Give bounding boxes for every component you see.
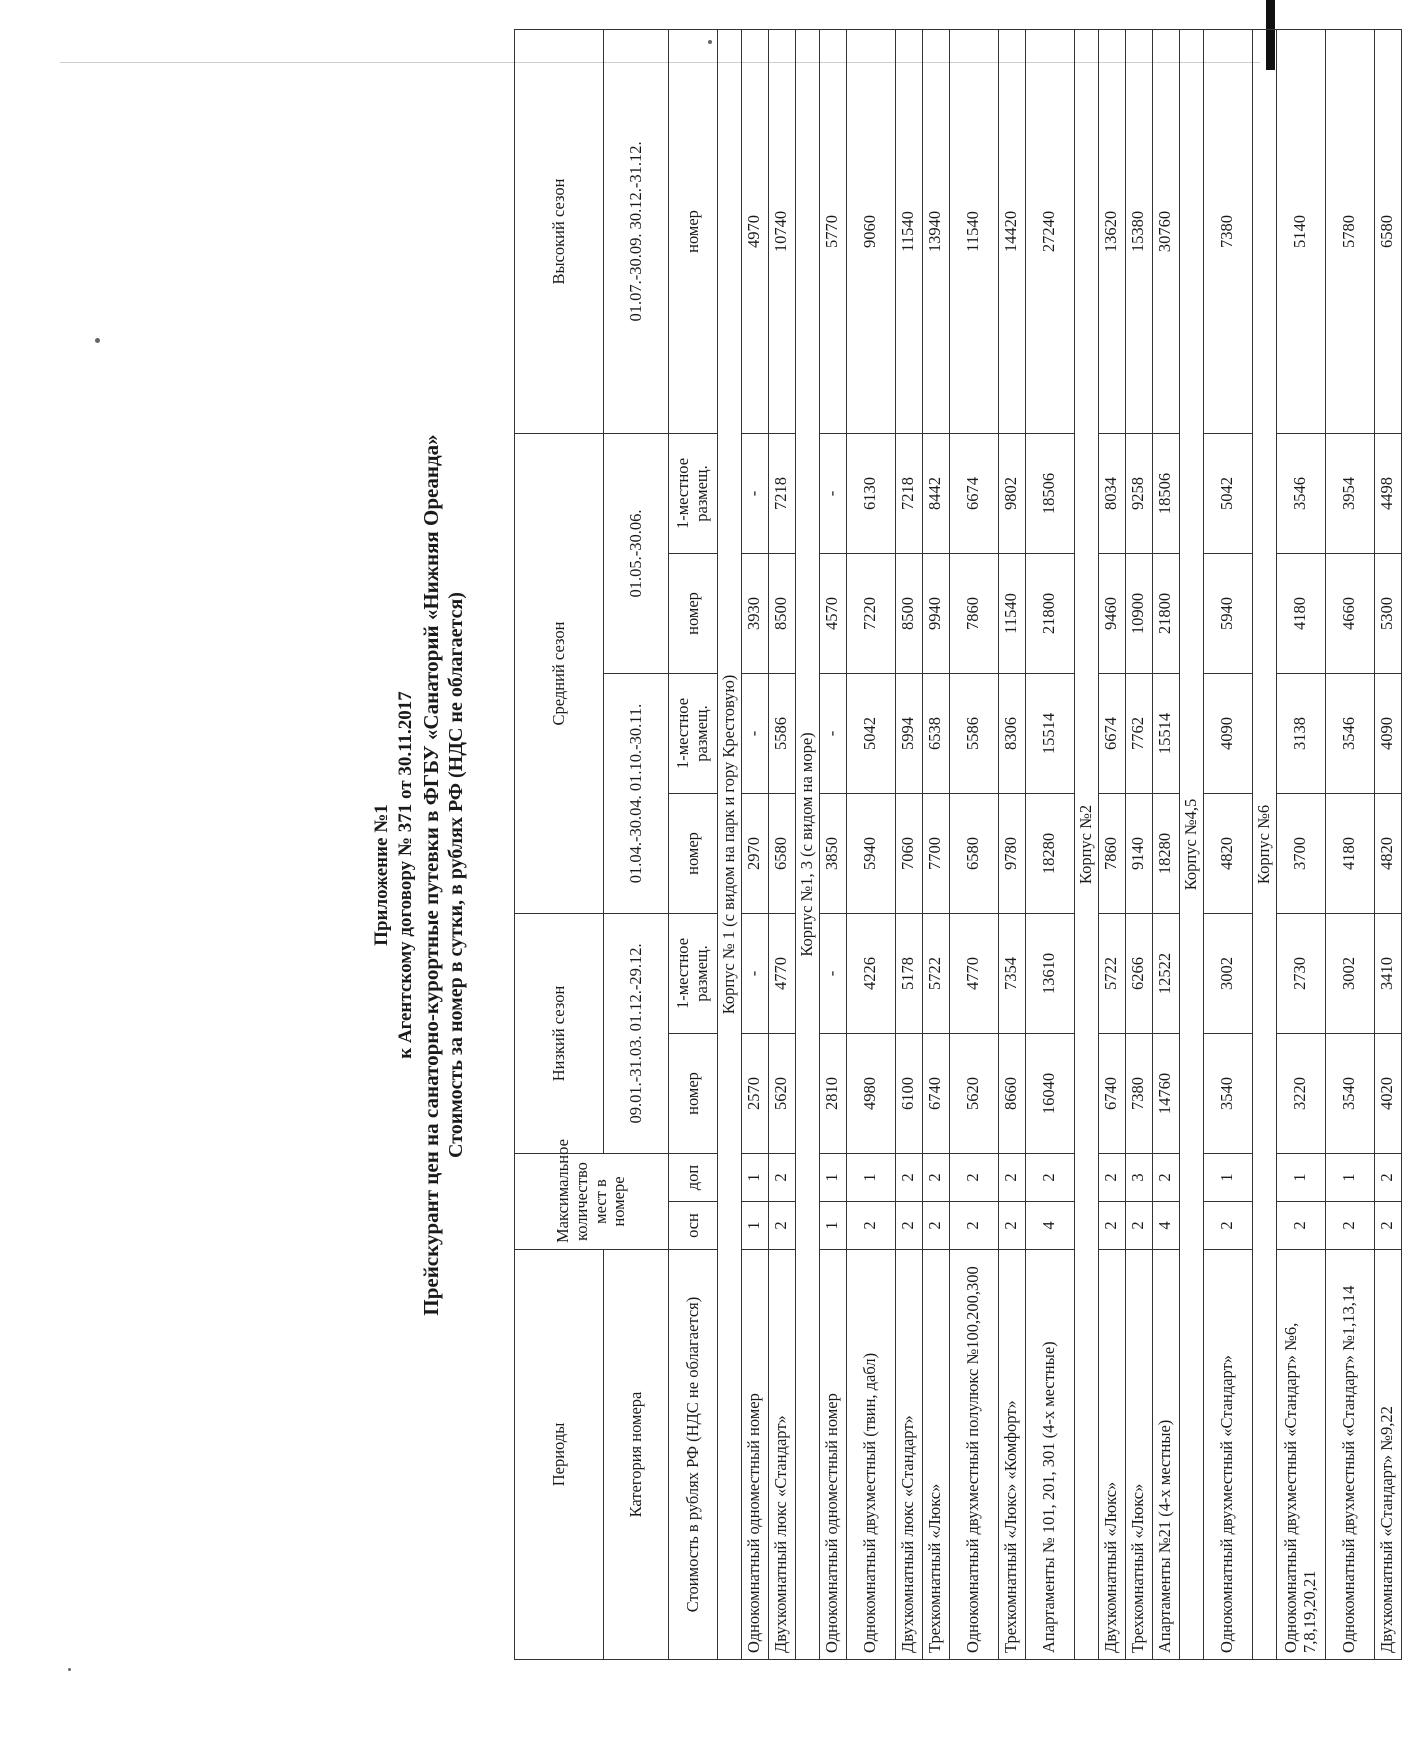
cell-low-single: 13610 [1025,913,1074,1033]
cell-low-room: 14760 [1152,1033,1179,1153]
cell-category: Апартаменты №21 (4-х местные) [1152,1250,1179,1660]
cell-high-room: 5140 [1276,29,1325,433]
cell-low-room: 6100 [895,1033,922,1153]
cell-mid1-single: 4090 [1374,673,1401,793]
cell-mid1-single: 8306 [998,673,1025,793]
cell-mid1-single: - [819,673,846,793]
cell-mid1-room: 9780 [998,793,1025,913]
cell-high-room: 13940 [922,29,949,433]
header-mid1-single: 1-местное размещ. [669,673,718,793]
cell-category: Однокомнатный двухместный (твин, дабл) [846,1250,895,1660]
cell-osn: 2 [1374,1202,1401,1250]
cell-mid2-room: 5940 [1203,553,1252,673]
cell-low-single: 6266 [1125,913,1152,1033]
cell-low-single: 4226 [846,913,895,1033]
cell-mid1-single: 6538 [922,673,949,793]
header-mid2-room: номер [669,553,718,673]
cell-low-room: 8660 [998,1033,1025,1153]
cell-mid2-single: 18506 [1152,433,1179,553]
cell-mid2-single: 3546 [1276,433,1325,553]
cell-low-single: 3002 [1325,913,1374,1033]
table-row [1276,29,1325,1659]
cell-low-room: 2570 [741,1033,768,1153]
cell-low-single: 7354 [998,913,1025,1033]
cell-category: Трехкомнатный «Люкс» [1125,1250,1152,1660]
cell-dop: 2 [1098,1153,1125,1201]
cell-mid1-room: 4820 [1203,793,1252,913]
table-row [949,29,998,1659]
cell-category: Однокомнатный двухместный «Стандарт» №1,13,14 [1325,1250,1374,1660]
header-dates-high: 01.07.-30.09. 30.12.-31.12. [604,29,669,433]
cell-mid1-single: 3546 [1325,673,1374,793]
cell-high-room: 5780 [1325,29,1374,433]
table-row [1025,29,1074,1659]
table-row [846,29,895,1659]
cell-low-room: 3220 [1276,1033,1325,1153]
cell-mid2-room: 7220 [846,553,895,673]
cell-mid2-room: 4570 [819,553,846,673]
cell-low-single: 3002 [1203,913,1252,1033]
header-row-columns [669,29,718,1659]
cell-low-room: 3540 [1325,1033,1374,1153]
cell-category: Двухкомнатный «Люкс» [1098,1250,1125,1660]
cell-mid1-single: 4090 [1203,673,1252,793]
header-osn: осн [669,1202,718,1250]
table-row [819,29,846,1659]
price-list-title: Прейскурант цен на санаторно-курортные путевки в ФГБУ «Санаторий «Нижняя Ореанда» [418,434,443,1316]
cell-mid1-room: 7060 [895,793,922,913]
cell-osn: 1 [819,1202,846,1250]
cell-mid1-room: 6580 [768,793,795,913]
cell-osn: 2 [846,1202,895,1250]
cell-mid2-room: 4660 [1325,553,1374,673]
cell-mid2-room: 9940 [922,553,949,673]
cell-low-single: 5722 [922,913,949,1033]
table-row [1374,29,1401,1659]
cell-low-single: - [741,913,768,1033]
cell-high-room: 5770 [819,29,846,433]
cell-dop: 1 [1325,1153,1374,1201]
cell-high-room: 11540 [895,29,922,433]
cell-mid1-room: 5940 [846,793,895,913]
header-cost: Стоимость в рублях РФ (НДС не облагается) [669,1250,718,1660]
cell-osn: 2 [895,1202,922,1250]
cell-mid1-room: 2970 [741,793,768,913]
section-header-row [1179,29,1203,1659]
cell-mid2-single: 6674 [949,433,998,553]
contract-reference: к Агентскому договору № 371 от 30.11.2017 [394,691,416,1059]
table-row [1098,29,1125,1659]
section-title: Корпус №1, 3 (с видом на море) [795,29,819,1659]
cell-high-room: 15380 [1125,29,1152,433]
cell-osn: 2 [1276,1202,1325,1250]
cell-mid2-single: 9802 [998,433,1025,553]
cell-osn: 4 [1152,1202,1179,1250]
cell-low-single: - [819,913,846,1033]
cell-mid2-room: 4180 [1276,553,1325,673]
cell-low-room: 3540 [1203,1033,1252,1153]
cell-mid1-single: 5042 [846,673,895,793]
cell-mid2-room: 9460 [1098,553,1125,673]
header-dates-mid1: 01.04.-30.04. 01.10.-30.11. [604,673,669,913]
header-mid1-room: номер [669,793,718,913]
cell-dop: 2 [1152,1153,1179,1201]
cell-low-single: 4770 [949,913,998,1033]
cell-dop: 2 [922,1153,949,1201]
cell-osn: 2 [922,1202,949,1250]
cell-dop: 1 [819,1153,846,1201]
header-row-periods [515,29,604,1659]
cell-mid2-single: 9258 [1125,433,1152,553]
cell-osn: 2 [1098,1202,1125,1250]
cell-mid2-single: 7218 [768,433,795,553]
cell-category: Двухкомнатный «Стандарт» №9,22 [1374,1250,1401,1660]
cell-mid1-single: 5586 [768,673,795,793]
table-row [1125,29,1152,1659]
cell-dop: 1 [741,1153,768,1201]
table-row [922,29,949,1659]
header-category: Категория номера [604,1250,669,1660]
section-title: Корпус №4,5 [1179,29,1203,1659]
cell-osn: 2 [1125,1202,1152,1250]
cell-high-room: 7380 [1203,29,1252,433]
table-row [768,29,795,1659]
cell-dop: 2 [1374,1153,1401,1201]
cell-mid2-single: 8442 [922,433,949,553]
cell-dop: 1 [1203,1153,1252,1201]
cell-dop: 1 [1276,1153,1325,1201]
cell-category: Однокомнатный двухместный «Стандарт» [1203,1250,1252,1660]
cell-high-room: 6580 [1374,29,1401,433]
section-title: Корпус № 1 (с видом на парк и гору Крестовую) [718,29,742,1659]
cell-mid1-single: 7762 [1125,673,1152,793]
cell-mid2-single: - [741,433,768,553]
cell-low-room: 6740 [922,1033,949,1153]
price-unit-note: Стоимость за номер в сутки, в рублях РФ (НДС не облагается) [444,592,467,1158]
cell-high-room: 11540 [949,29,998,433]
cell-mid2-room: 5300 [1374,553,1401,673]
header-row-dates [604,29,669,1659]
cell-mid1-room: 7700 [922,793,949,913]
cell-low-single: 5178 [895,913,922,1033]
cell-osn: 2 [998,1202,1025,1250]
cell-low-room: 7380 [1125,1033,1152,1153]
cell-category: Однокомнатный одноместный номер [741,1250,768,1660]
cell-category: Однокомнатный двухместный «Стандарт» №6, 7,8,19,20,21 [1276,1250,1325,1660]
cell-low-single: 12522 [1152,913,1179,1033]
cell-mid1-room: 7860 [1098,793,1125,913]
cell-mid2-room: 7860 [949,553,998,673]
cell-mid2-single: 5042 [1203,433,1252,553]
cell-mid1-single: 5586 [949,673,998,793]
cell-low-room: 6740 [1098,1033,1125,1153]
cell-mid2-single: 18506 [1025,433,1074,553]
price-table [514,29,1402,1660]
header-season-low: Низкий сезон [515,913,604,1153]
scan-speck [68,1668,71,1671]
cell-category: Трехкомнатный «Люкс» «Комфорт» [998,1250,1025,1660]
cell-high-room: 10740 [768,29,795,433]
cell-mid1-room: 3850 [819,793,846,913]
cell-mid2-single: 6130 [846,433,895,553]
header-low-room: номер [669,1033,718,1153]
cell-mid1-room: 18280 [1152,793,1179,913]
cell-mid1-room: 3700 [1276,793,1325,913]
cell-mid2-single: - [819,433,846,553]
section-title: Корпус №2 [1074,29,1098,1659]
table-row [1325,29,1374,1659]
cell-mid2-room: 11540 [998,553,1025,673]
cell-mid1-room: 9140 [1125,793,1152,913]
cell-mid1-single: 15514 [1152,673,1179,793]
cell-mid2-room: 8500 [768,553,795,673]
cell-category: Двухкомнатный люкс «Стандарт» [768,1250,795,1660]
header-periods: Периоды [515,1250,604,1660]
rotated-document [370,0,1397,1750]
section-header-row [718,29,742,1659]
table-row [741,29,768,1659]
cell-mid2-single: 4498 [1374,433,1401,553]
cell-low-single: 5722 [1098,913,1125,1033]
header-max-places: Максимальное количество мест в номере [515,1153,669,1249]
cell-mid2-single: 3954 [1325,433,1374,553]
cell-category: Однокомнатный двухместный полулюкс №100,200,300 [949,1250,998,1660]
cell-dop: 2 [998,1153,1025,1201]
cell-low-room: 5620 [768,1033,795,1153]
section-header-row [795,29,819,1659]
cell-high-room: 14420 [998,29,1025,433]
section-title: Корпус №6 [1252,29,1276,1659]
table-row [1152,29,1179,1659]
cell-osn: 2 [949,1202,998,1250]
cell-mid2-room: 8500 [895,553,922,673]
cell-category: Трехкомнатный «Люкс» [922,1250,949,1660]
table-row [895,29,922,1659]
cell-osn: 4 [1025,1202,1074,1250]
cell-low-room: 4020 [1374,1033,1401,1153]
cell-dop: 3 [1125,1153,1152,1201]
cell-osn: 1 [741,1202,768,1250]
cell-high-room: 4970 [741,29,768,433]
cell-mid2-room: 3930 [741,553,768,673]
cell-mid1-single: 6674 [1098,673,1125,793]
header-low-single: 1-местное размещ. [669,913,718,1033]
cell-low-room: 16040 [1025,1033,1074,1153]
header-mid2-single: 1-местное размещ. [669,433,718,553]
cell-high-room: 13620 [1098,29,1125,433]
cell-mid2-single: 7218 [895,433,922,553]
cell-low-single: 2730 [1276,913,1325,1033]
cell-high-room: 9060 [846,29,895,433]
cell-low-room: 5620 [949,1033,998,1153]
section-header-row [1074,29,1098,1659]
section-header-row [1252,29,1276,1659]
cell-mid1-single: 3138 [1276,673,1325,793]
appendix-title: Приложение №1 [371,804,392,946]
cell-low-single: 3410 [1374,913,1401,1033]
header-dates-mid2: 01.05.-30.06. [604,433,669,673]
header-high-room: номер [669,29,718,433]
cell-dop: 2 [1025,1153,1074,1201]
header-dop: доп [669,1153,718,1201]
cell-high-room: 27240 [1025,29,1074,433]
header-season-mid: Средний сезон [515,433,604,913]
header-dates-low: 09.01.-31.03. 01.12.-29.12. [604,913,669,1153]
cell-mid2-single: 8034 [1098,433,1125,553]
cell-mid1-room: 4820 [1374,793,1401,913]
cell-mid2-room: 21800 [1152,553,1179,673]
cell-mid1-room: 18280 [1025,793,1074,913]
cell-osn: 2 [1203,1202,1252,1250]
cell-dop: 1 [846,1153,895,1201]
header-season-high: Высокий сезон [515,29,604,433]
cell-mid1-single: 5994 [895,673,922,793]
cell-high-room: 30760 [1152,29,1179,433]
cell-low-room: 4980 [846,1033,895,1153]
cell-mid1-single: - [741,673,768,793]
cell-dop: 2 [768,1153,795,1201]
cell-low-single: 4770 [768,913,795,1033]
cell-low-room: 2810 [819,1033,846,1153]
scan-speck [95,338,100,343]
cell-mid2-room: 21800 [1025,553,1074,673]
cell-category: Апартаменты № 101, 201, 301 (4-х местные) [1025,1250,1074,1660]
cell-category: Однокомнатный одноместный номер [819,1250,846,1660]
cell-mid1-room: 6580 [949,793,998,913]
cell-mid1-room: 4180 [1325,793,1374,913]
cell-dop: 2 [949,1153,998,1201]
cell-dop: 2 [895,1153,922,1201]
table-row [998,29,1025,1659]
cell-mid2-room: 10900 [1125,553,1152,673]
cell-osn: 2 [768,1202,795,1250]
document-heading [370,0,510,1750]
cell-category: Двухкомнатный люкс «Стандарт» [895,1250,922,1660]
cell-osn: 2 [1325,1202,1374,1250]
cell-mid1-single: 15514 [1025,673,1074,793]
table-row [1203,29,1252,1659]
